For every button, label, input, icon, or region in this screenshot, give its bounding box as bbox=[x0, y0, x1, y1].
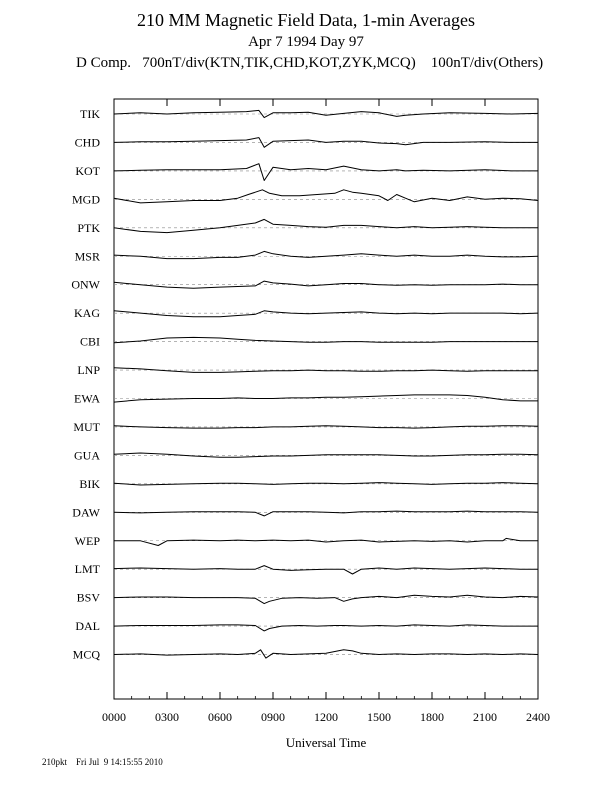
station-label-lnp: LNP bbox=[77, 363, 100, 378]
x-tick-label: 1800 bbox=[420, 710, 444, 724]
station-label-ptk: PTK bbox=[77, 220, 100, 235]
trace-msr bbox=[114, 251, 538, 258]
station-label-kot: KOT bbox=[75, 163, 100, 178]
station-label-dal: DAL bbox=[75, 619, 100, 634]
station-label-ewa: EWA bbox=[74, 391, 100, 406]
x-tick-label: 1500 bbox=[367, 710, 391, 724]
trace-bsv bbox=[114, 595, 538, 603]
trace-cbi bbox=[114, 337, 538, 342]
trace-kag bbox=[114, 311, 538, 317]
station-label-mgd: MGD bbox=[71, 192, 100, 207]
x-tick-label: 0600 bbox=[208, 710, 232, 724]
x-tick-label: 0000 bbox=[102, 710, 126, 724]
station-label-cbi: CBI bbox=[79, 334, 100, 349]
trace-wep bbox=[114, 538, 538, 545]
x-tick-label: 2100 bbox=[473, 710, 497, 724]
trace-ptk bbox=[114, 219, 538, 232]
station-label-bsv: BSV bbox=[76, 590, 100, 605]
station-label-tik: TIK bbox=[80, 107, 100, 121]
scale-line: D Comp. 700nT/div(KTN,TIK,CHD,KOT,ZYK,MCQ) 100nT/div(Others) bbox=[76, 55, 544, 71]
station-label-daw: DAW bbox=[72, 505, 100, 520]
station-label-chd: CHD bbox=[74, 135, 100, 150]
trace-lmt bbox=[114, 566, 538, 574]
station-label-gua: GUA bbox=[74, 448, 100, 463]
trace-mgd bbox=[114, 190, 538, 203]
x-axis-label: Universal Time bbox=[285, 735, 367, 750]
trace-daw bbox=[114, 511, 538, 516]
chart-title: 210 MM Magnetic Field Data, 1-min Averages bbox=[136, 10, 476, 30]
footer-text: 210pkt Fri Jul 9 14:15:55 2010 bbox=[42, 757, 163, 767]
station-label-mut: MUT bbox=[73, 419, 100, 434]
station-label-lmt: LMT bbox=[74, 562, 100, 577]
station-label-wep: WEP bbox=[74, 533, 100, 548]
station-label-kag: KAG bbox=[74, 306, 100, 321]
trace-mcq bbox=[114, 650, 538, 658]
trace-onw bbox=[114, 281, 538, 288]
x-tick-label: 0300 bbox=[155, 710, 179, 724]
date-line: Apr 7 1994 Day 97 bbox=[248, 34, 364, 50]
trace-chd bbox=[114, 138, 538, 148]
trace-kot bbox=[114, 164, 538, 181]
trace-gua bbox=[114, 453, 538, 457]
x-tick-label: 1200 bbox=[314, 710, 338, 724]
station-label-onw: ONW bbox=[71, 277, 100, 292]
station-label-mcq: MCQ bbox=[72, 647, 100, 662]
station-label-msr: MSR bbox=[74, 249, 100, 264]
station-label-bik: BIK bbox=[79, 476, 100, 491]
x-tick-label: 2400 bbox=[526, 710, 550, 724]
x-tick-label: 0900 bbox=[261, 710, 285, 724]
